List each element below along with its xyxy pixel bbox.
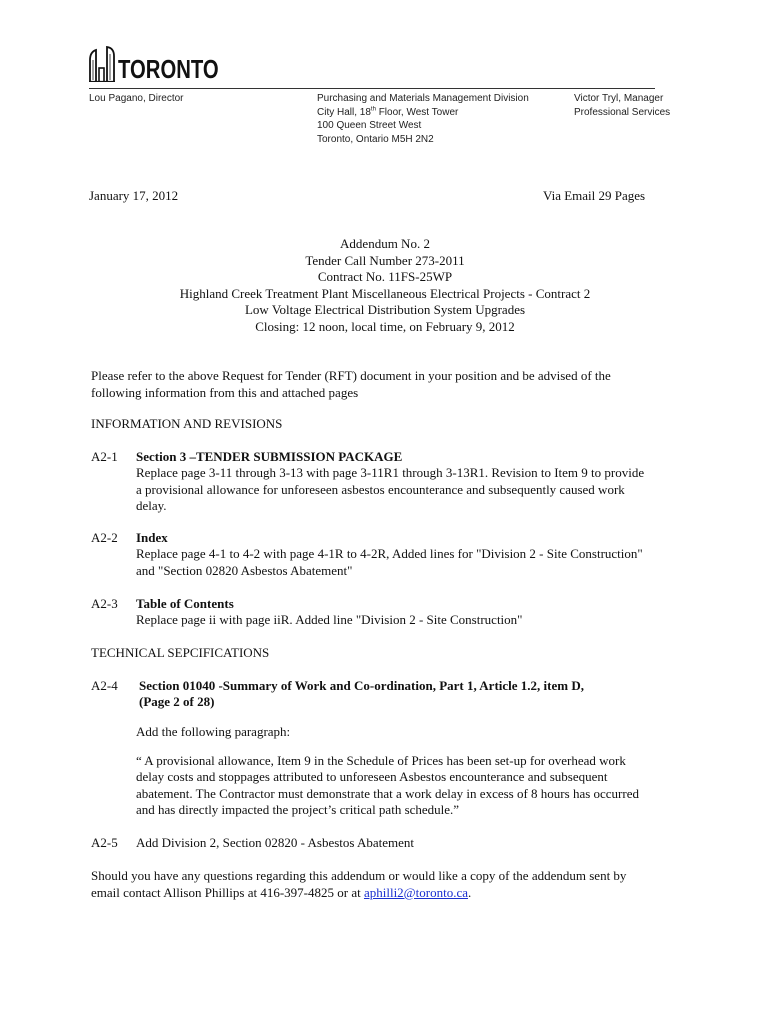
director-block xyxy=(89,92,184,106)
item-label: A2-3 xyxy=(91,596,118,611)
quoted-paragraph: “ A provisional allowance, Item 9 in the Schedule of Prices has been set-up for overhead work delay costs and stoppages attributed to unforeseen Asbestos encounterance and subsequent abatement. The Contractor must demonstrate that a work delay in excess of 8 hours has occurred and has directly impacted the project’s critical path schedule.” xyxy=(136,753,639,818)
title-line: Closing: 12 noon, local time, on February 9, 2012 xyxy=(255,318,515,334)
closing-paragraph: Should you have any questions regarding this addendum or would like a copy of the addendum sent by email contact Allison Phillips at 416-397-4825 or at aphilli2@toronto.ca. xyxy=(91,868,627,900)
item-a2-5: Add Division 2, Section 02820 - Asbestos Abatement xyxy=(136,835,415,850)
contact-email-link[interactable]: aphilli2@toronto.ca xyxy=(363,884,469,900)
manager-line: Victor Tryl, Manager xyxy=(574,93,664,104)
title-line: Contract No. 11FS-25WP xyxy=(317,269,453,285)
director-name: Lou Pagano, Director xyxy=(89,93,184,104)
delivery-method: Via Email 29 Pages xyxy=(543,188,646,203)
item-label: A2-4 xyxy=(91,678,118,693)
item-a2-3: Table of Contents Replace page ii with page iiR. Added line "Division 2 - Site Construction" xyxy=(136,596,523,628)
item-a2-4-heading: Section 01040 -Summary of Work and Co-ordination, Part 1, Article 1.2, item D, (Page 2 of 28) xyxy=(139,678,584,710)
division-line: Toronto, Ontario M5H 2N2 xyxy=(317,133,434,145)
division-line: 100 Queen Street West xyxy=(317,120,422,131)
logo-wordmark: TORONTO xyxy=(118,54,219,84)
item-heading: Index xyxy=(136,530,168,545)
manager-block xyxy=(574,92,670,119)
city-hall-icon xyxy=(89,46,115,82)
section-heading-tech: TECHNICAL SEPCIFICATIONS xyxy=(91,645,270,660)
division-address xyxy=(317,92,529,146)
title-line: Highland Creek Treatment Plant Miscellaneous Electrical Projects - Contract 2 xyxy=(179,285,591,301)
item-heading: Table of Contents xyxy=(136,596,234,611)
item-heading: Section 3 –TENDER SUBMISSION PACKAGE xyxy=(136,449,403,464)
item-label: A2-1 xyxy=(91,449,118,464)
item-a2-1: Section 3 –TENDER SUBMISSION PACKAGE Replace page 3-11 through 3-13 with page 3-11R1 through 3-13R1. Revision to Item 9 to provide a provisional allowance for unforeseen asbestos encounterance and subsequently caused work delay. xyxy=(136,449,645,514)
add-paragraph-text: Add the following paragraph: xyxy=(136,724,291,739)
title-line: Tender Call Number 273-2011 xyxy=(305,252,465,268)
title-line: Low Voltage Electrical Distribution System Upgrades xyxy=(244,302,526,318)
header-rule xyxy=(89,88,655,89)
title-line: Addendum No. 2 xyxy=(340,236,430,251)
division-line: City Hall, 18th Floor, West Tower xyxy=(317,106,459,118)
item-label: A2-2 xyxy=(91,530,118,545)
manager-line: Professional Services xyxy=(574,106,671,118)
section-heading-info: INFORMATION AND REVISIONS xyxy=(91,416,283,431)
letter-date: January 17, 2012 xyxy=(89,188,179,203)
item-a2-2: Index Replace page 4-1 to 4-2 with page 4-1R to 4-2R, Added lines for "Division 2 - Site Construction" and "Section 02820 Asbestos Abatement" xyxy=(136,530,643,578)
item-label: A2-5 xyxy=(91,835,118,850)
toronto-logo xyxy=(89,46,247,82)
division-line: Purchasing and Materials Management Division xyxy=(317,93,529,104)
intro-paragraph: Please refer to the above Request for Tender (RFT) document in your position and be advised of the following information from this and attached pages xyxy=(91,368,611,400)
title-block xyxy=(0,236,770,336)
